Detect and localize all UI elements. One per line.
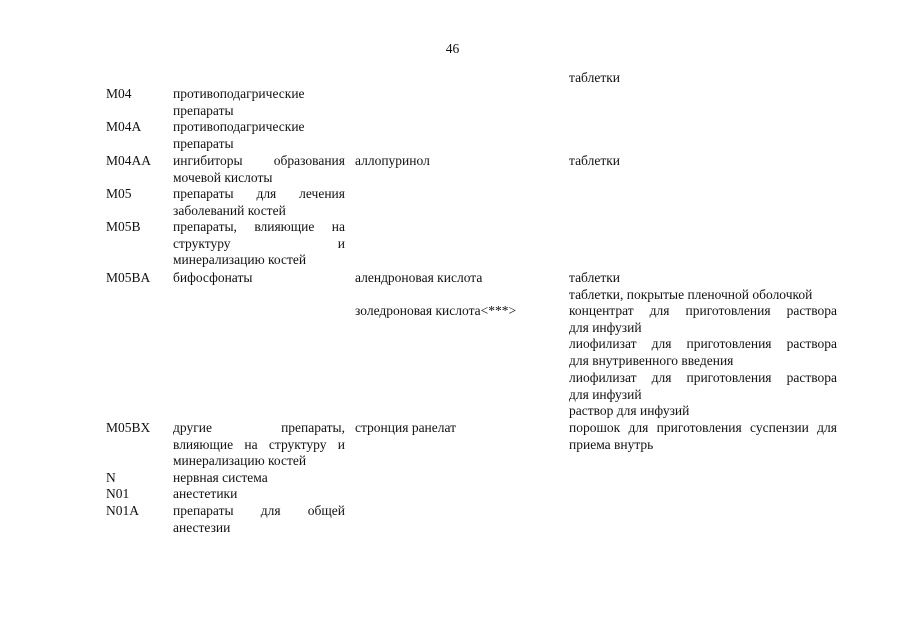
atc-group-name: противоподагрические препараты: [173, 86, 305, 118]
atc-group-name: препараты для общей анестезии: [173, 503, 345, 535]
atc-code: N01A: [106, 503, 139, 518]
atc-group-name: нервная система: [173, 470, 268, 485]
atc-group-name: препараты для лечения заболеваний костей: [173, 186, 345, 218]
dosage-form: таблетки таблетки, покрытые пленочной оболочкой: [569, 270, 813, 302]
atc-group-name: анестетики: [173, 486, 238, 501]
drug-name: золедроновая кислота<***>: [355, 303, 517, 318]
atc-code: M05BA: [106, 270, 151, 285]
atc-code: N01: [106, 486, 130, 501]
atc-group-name: бифосфонаты: [173, 270, 253, 285]
atc-group-name: ингибиторы образования мочевой кислоты: [173, 153, 345, 185]
drug-name: аллопуринол: [355, 153, 430, 168]
atc-group-name: другие препараты, влияющие на структуру и минерализацию костей: [173, 420, 345, 469]
dosage-form: таблетки: [569, 70, 621, 85]
atc-code: M04AA: [106, 153, 152, 168]
atc-group-name: препараты, влияющие на структуру и минерализацию костей: [173, 219, 345, 268]
atc-code: N: [106, 470, 116, 485]
atc-code: M05BX: [106, 420, 151, 435]
page-number: 46: [445, 41, 460, 56]
drug-name: стронция ранелат: [355, 420, 457, 435]
atc-code: M05: [106, 186, 132, 201]
atc-group-name: противоподагрические препараты: [173, 119, 305, 151]
dosage-form: порошок для приготовления суспензии для приема внутрь: [569, 420, 837, 452]
atc-code: M05B: [106, 219, 141, 234]
atc-code: M04: [106, 86, 132, 101]
dosage-form: таблетки: [569, 153, 621, 168]
atc-code: M04A: [106, 119, 142, 134]
dosage-form: концентрат для приготовления раствора для инфузий лиофилизат для приготовления раствора для внутривенного введения лиофилизат для приготовления раствора для инфузий раствор для инфузий: [569, 303, 837, 419]
drug-name: алендроновая кислота: [355, 270, 483, 285]
